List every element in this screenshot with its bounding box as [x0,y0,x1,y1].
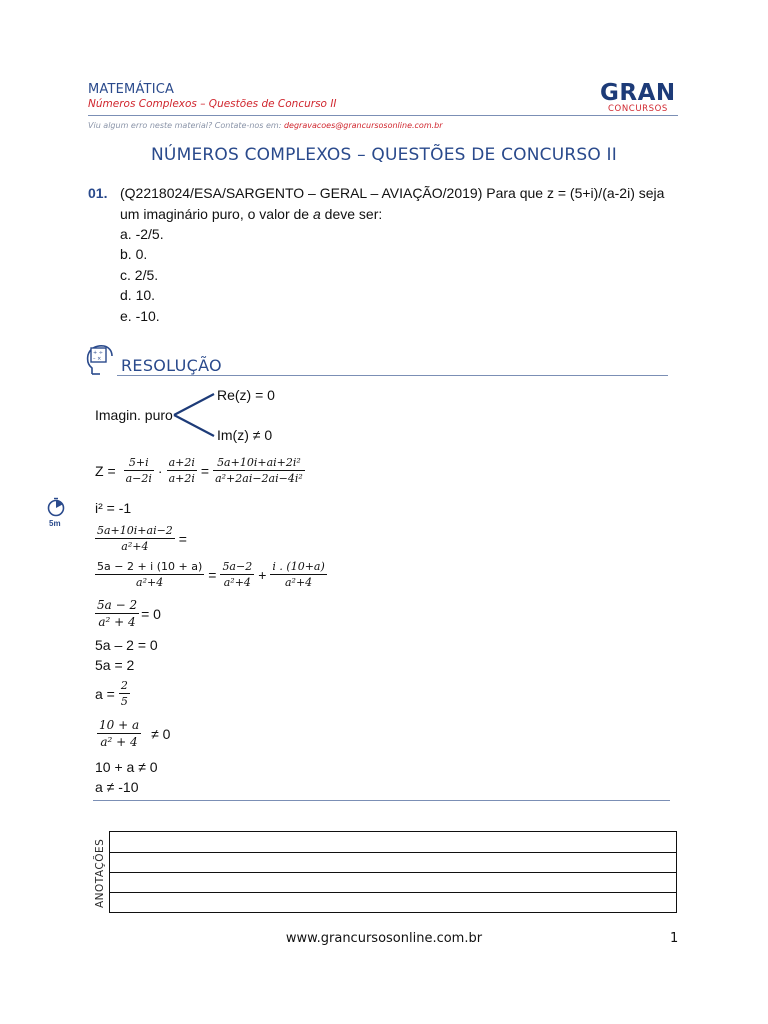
branch-top-label: Re(z) = 0 [217,387,275,403]
i-squared-line: i² = -1 [95,500,132,516]
notes-line [110,872,676,873]
fraction-10: $\frac{10 + a}{\text{a² + 4}}$ [99,718,140,749]
head-calculator-icon [86,344,114,378]
fraction-8: $\frac{5a - 2}{\text{a² + 4}}$ [97,598,138,629]
fraction-3: $\frac{\text{5a+10i+ai+2i²}}{\text{a²+2ai−2ai−4i²}}$ [215,456,303,485]
document-title: NÚMEROS COMPLEXOS – QUESTÕES DE CONCURSO II [151,145,617,165]
notes-label: ANOTAÇÕES [94,838,106,908]
logo-sub-text: CONCURSOS [608,104,668,114]
svg-text:+ ÷: + ÷ [93,350,103,356]
notes-line [110,892,676,893]
notes-box[interactable] [109,831,677,913]
question-number: 01. [88,185,108,201]
fraction-7: $\frac{i . (10+a)}{\text{a²+4}}$ [272,560,325,589]
branch-lines [170,390,218,440]
question-text-line2: um imaginário puro, o valor de a deve ser: [120,206,383,222]
equation-step-1: $\frac{5a+10i+ai-2}{\text{a²+4}}$ = [97,524,187,553]
equals-zero: = 0 [141,605,161,622]
equation-a-value [95,679,130,708]
step-5a-equals-2: 5a = 2 [95,657,135,673]
header-divider [88,115,678,116]
contact-email-link[interactable]: degravacoes@grancursosonline.com.br [283,121,443,130]
equation-step-4 [97,718,170,749]
equation-z: Z = $\frac{5+i}{a-2i}$ · $\frac{a+2i}{a+2i}$ = $\frac{\text{5a+10i+ai+2i²}}{\text{a²+2ai−2ai−4i²}}$ [95,456,303,485]
equation-step-3 [95,598,161,629]
question-text-line1: (Q2218024/ESA/SARGENTO – GERAL – AVIAÇÃO/2019) Para que z = (5+i)/(a-2i) seja [120,185,665,201]
not-equal-zero: ≠ 0 [151,725,171,742]
resolution-end-divider [93,800,670,801]
gran-logo [600,80,680,114]
step-5a-minus-2: 5a – 2 = 0 [95,637,158,653]
fraction-9: $\frac{2}{5}$ [120,679,128,708]
footer-url[interactable]: www.grancursosonline.com.br [285,931,483,946]
question-text [120,183,680,225]
a-label: a = [95,685,115,702]
contact-line [88,121,443,130]
svg-text:– ×: – × [93,356,102,362]
option-b: b. 0. [120,246,148,262]
step-a-not-equal: a ≠ -10 [95,779,139,795]
fraction-4: $\frac{5a+10i+ai-2}{\text{a²+4}}$ [97,524,173,553]
notes-line [110,852,676,853]
z-label: Z = [95,462,116,479]
option-d: d. 10. [120,287,156,303]
option-c: c. 2/5. [120,267,159,283]
resolution-title: RESOLUÇÃO [121,356,222,375]
timer-label: 5m [49,519,61,528]
resolution-divider [117,375,668,376]
branch-left-label: Imagin. puro [95,407,173,423]
option-e: e. -10. [120,308,160,324]
step-10-plus-a: 10 + a ≠ 0 [95,759,158,775]
topic-subtitle: Números Complexos – Questões de Concurso II [88,98,337,110]
subject-title: MATEMÁTICA [88,82,175,97]
fraction-2: $\frac{a+2i}{a+2i}$ [168,456,195,485]
branch-bottom-label: Im(z) ≠ 0 [217,427,273,443]
equation-step-2: $\frac{5a - 2 + i (10 + a)}{\text{a²+4}}$ = $\frac{5a-2}{\text{a²+4}}$ + $\frac{i . (10+a)}{\text{a²+4}}$ [97,560,325,589]
logo-main-text: GRAN [600,80,676,106]
stopwatch-icon [46,497,66,517]
fraction-6: $\frac{5a-2}{\text{a²+4}}$ [222,560,253,589]
contact-prefix: Viu algum erro neste material? Contate-nos em: [88,121,282,130]
fraction-1: $\frac{5+i}{a-2i}$ [125,456,152,485]
fraction-5: $\frac{5a - 2 + i (10 + a)}{\text{a²+4}}$ [97,560,203,589]
page-number: 1 [670,931,679,946]
option-a: a. -2/5. [120,226,164,242]
